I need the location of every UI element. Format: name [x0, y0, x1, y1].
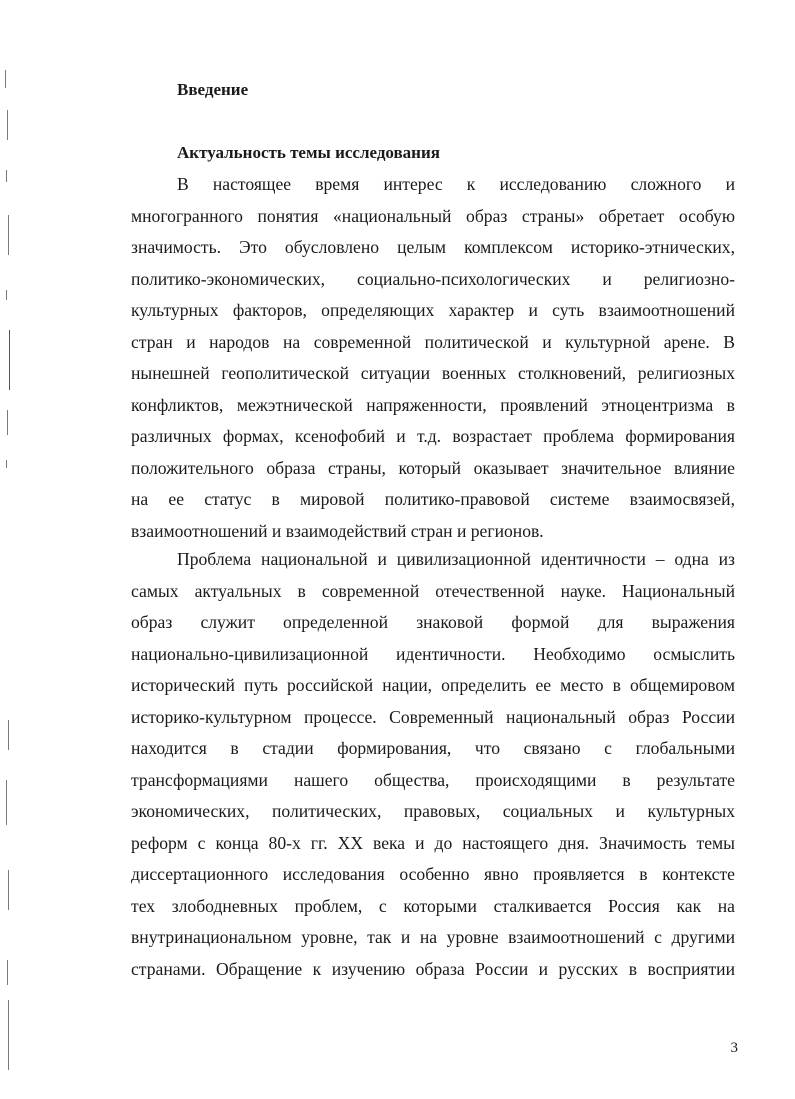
paragraph-line: нынешней геополитической ситуации военных столкновений, религиозных — [131, 363, 735, 383]
paragraph-line: на ее статус в мировой политико-правовой системе взаимосвязей, — [131, 489, 735, 509]
paragraph-2 — [131, 544, 735, 985]
paragraph-line: положительного образа страны, который оказывает значительное влияние — [131, 457, 735, 478]
paragraph-line: политико-экономических, социально-психологических и религиозно- — [131, 268, 735, 289]
paragraph-line: многогранного понятия «национальный образ страны» обретает особую — [131, 205, 735, 226]
section-heading: Введение — [177, 80, 249, 99]
paragraph-line: тех злободневных проблем, с которыми сталкивается Россия как на — [131, 895, 735, 916]
paragraph-line: образ служит определенной знаковой формой для выражения — [131, 612, 735, 632]
subsection-heading: Актуальность темы исследования — [177, 143, 440, 162]
paragraph-line: стран и народов на современной политической и культурной арене. В — [131, 331, 735, 352]
paragraph-line: исторический путь российской нации, определить ее место в общемировом — [131, 675, 735, 695]
paragraph-line: значимость. Это обусловлено целым комплексом историко-этнических, — [131, 237, 735, 257]
paragraph-line: реформ с конца 80-х гг. XX века и до настоящего дня. Значимость темы — [131, 832, 735, 853]
paragraph-line: самых актуальных в современной отечественной науке. Национальный — [131, 580, 735, 601]
paragraph-line: конфликтов, межэтнической напряженности, проявлений этноцентризма в — [131, 394, 735, 415]
paragraph-line: внутринациональном уровне, так и на уровне взаимоотношений с другими — [131, 927, 735, 947]
paragraph-line: экономических, политических, правовых, социальных и культурных — [131, 801, 735, 821]
paragraph-line: В настоящее время интерес к исследованию сложного и — [177, 174, 735, 194]
paragraph-line: историко-культурном процессе. Современный национальный образ России — [131, 706, 735, 727]
paragraph-line: взаимоотношений и взаимодействий стран и регионов. — [131, 520, 544, 541]
paragraph-line: культурных факторов, определяющих характер и суть взаимоотношений — [131, 300, 735, 320]
paragraph-line: диссертационного исследования особенно явно проявляется в контексте — [131, 864, 735, 884]
paragraph-line: различных формах, ксенофобий и т.д. возрастает проблема формирования — [131, 426, 735, 446]
paragraph-line: странами. Обращение к изучению образа России и русских в восприятии — [131, 958, 735, 979]
paragraph-1 — [131, 169, 735, 547]
paragraph-line: национально-цивилизационной идентичности. Необходимо осмыслить — [131, 643, 735, 664]
paragraph-line: трансформациями нашего общества, происходящими в результате — [131, 769, 735, 790]
paragraph-line: находится в стадии формирования, что связано с глобальными — [131, 738, 735, 758]
scan-edge-artifacts — [0, 0, 24, 1099]
paragraph-line: Проблема национальной и цивилизационной идентичности – одна из — [177, 549, 735, 569]
page-number: 3 — [730, 1040, 738, 1056]
